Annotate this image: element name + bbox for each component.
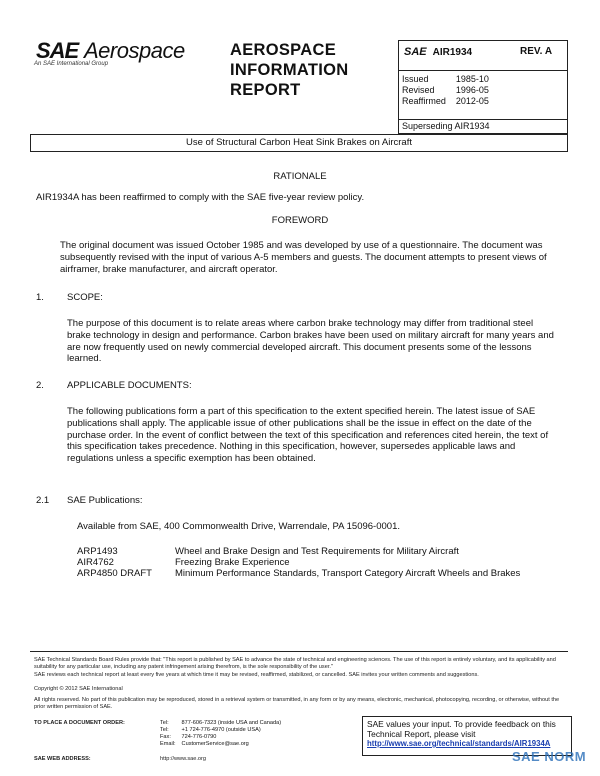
contact-row <box>160 741 287 748</box>
reference-code: AIR4762 <box>77 557 114 568</box>
rationale-text: AIR1934A has been reaffirmed to comply with the SAE five-year review policy. <box>36 192 365 203</box>
contact-label: Tel: <box>160 727 169 733</box>
reference-title: Freezing Brake Experience <box>175 557 290 568</box>
contact-row <box>160 727 287 734</box>
revision-label: REV. A <box>520 46 553 57</box>
logo-subtitle: An SAE International Group <box>34 61 109 67</box>
contact-label: Tel: <box>160 720 169 726</box>
rationale-heading: RATIONALE <box>273 171 327 182</box>
reference-code: ARP4850 DRAFT <box>77 568 152 579</box>
sae-logo-mark: SAE <box>36 38 79 63</box>
reference-title: Minimum Performance Standards, Transport Category Aircraft Wheels and Brakes <box>175 568 521 579</box>
contact-row <box>160 720 287 727</box>
divider <box>398 119 568 120</box>
contact-row <box>160 734 287 741</box>
reference-code: ARP1493 <box>77 546 118 557</box>
date-label: Issued <box>402 74 429 84</box>
date-value: 2012-05 <box>455 96 489 106</box>
web-address-label: SAE WEB ADDRESS: <box>34 756 91 762</box>
feedback-link[interactable]: http://www.sae.org/technical/standards/AIR1934A <box>367 739 551 748</box>
reference-list <box>77 546 547 579</box>
section-title-applicable-documents: APPLICABLE DOCUMENTS: <box>67 380 192 391</box>
date-value: 1985-10 <box>455 74 489 84</box>
reference-title: Wheel and Brake Design and Test Requirements for Military Aircraft <box>175 546 459 557</box>
reference-row <box>77 546 547 557</box>
section-number: 1. <box>36 292 44 303</box>
contact-label: Email: <box>160 741 176 747</box>
date-row <box>402 96 499 107</box>
reference-row <box>77 557 547 568</box>
title-line: REPORT <box>230 81 301 99</box>
review-notice: SAE reviews each technical report at least every five years at which time it may be revised, reaffirmed, stabilized, or cancelled. SAE invites your written comments and suggestions. <box>34 672 479 678</box>
contact-value[interactable]: CustomerService@sae.org <box>181 741 249 747</box>
footer-rule <box>30 651 568 652</box>
foreword-text: The original document was issued October 1985 and was developed by use of a questionnaire. The document was subsequently revised with the input of various A-5 members and guests. The document attempts to present views of airframer, brake manufacturer, and aircraft operator. <box>60 240 547 275</box>
section-title-scope: SCOPE: <box>67 292 103 303</box>
document-title: Use of Structural Carbon Heat Sink Brakes on Aircraft <box>30 134 568 152</box>
superseding-note: Superseding AIR1934 <box>402 121 490 131</box>
section-number: 2. <box>36 380 44 391</box>
contact-label: Fax: <box>160 734 171 740</box>
section-title-sae-publications: SAE Publications: <box>67 495 143 506</box>
foreword-heading: FOREWORD <box>271 215 329 226</box>
date-row <box>402 85 499 96</box>
contact-value: 724-776-0790 <box>181 734 217 740</box>
date-value: 1996-05 <box>455 85 489 95</box>
feedback-text: SAE values your input. To provide feedback on this Technical Report, please visit <box>367 719 556 739</box>
divider <box>398 70 568 71</box>
copyright: Copyright © 2012 SAE International <box>34 686 123 692</box>
contact-table <box>160 720 287 748</box>
order-label: TO PLACE A DOCUMENT ORDER: <box>34 720 125 726</box>
watermark-logo: SAE NORM <box>512 749 587 764</box>
title-line: AEROSPACE <box>230 41 336 59</box>
tsb-notice: SAE Technical Standards Board Rules provide that: "This report is published by SAE to advance the state of technical and engineering sciences. The use of this report is entirely voluntary, and its applicability and suitability for any particular use, including any patent infringement arising therefrom, is the sole responsibility of the user." <box>34 657 556 670</box>
contact-value: +1 724-776-4970 (outside USA) <box>181 727 261 733</box>
section-number: 2.1 <box>36 495 50 506</box>
applicable-documents-text: The following publications form a part of this specification to the extent specified herein. The latest issue of SAE publications shall apply. The applicable issue of other publications shall be the issue in effect on the date of the purchase order. In the event of conflict between the text of this specification and references cited herein, the text of this specification takes precedence. Nothing in this specification, however, supersedes applicable laws and regulations unless a specific exemption has been obtained. <box>67 406 549 465</box>
title-line: INFORMATION <box>230 61 349 79</box>
date-row <box>402 74 499 85</box>
rights-notice: All rights reserved. No part of this publication may be reproduced, stored in a retrieval system or transmitted, in any form or by any means, electronic, mechanical, photocopying, recording, or otherwise, without the prior written permission of SAE. <box>34 697 560 710</box>
date-label: Revised <box>402 85 435 95</box>
scope-text: The purpose of this document is to relate areas where carbon brake technology may differ from traditional steel brake technology in design and performance. Carbon brakes have been used on military aircraft for many years and are now frequently used on newly commercial developed aircraft. This document presents some of the lessons learned. <box>67 318 554 365</box>
document-number <box>404 46 472 58</box>
contact-value: 877-606-7323 (inside USA and Canada) <box>181 720 282 726</box>
aerospace-logo-text: Aerospace <box>84 38 185 63</box>
date-table <box>402 74 499 107</box>
report-type-title <box>230 40 348 100</box>
doc-number-value: AIR1934 <box>432 47 473 58</box>
date-label: Reaffirmed <box>402 96 446 106</box>
reference-row <box>77 568 547 579</box>
doc-prefix: SAE <box>404 46 427 58</box>
sae-availability: Available from SAE, 400 Commonwealth Drive, Warrendale, PA 15096-0001. <box>77 521 400 532</box>
web-address-link[interactable]: http://www.sae.org <box>160 756 207 762</box>
